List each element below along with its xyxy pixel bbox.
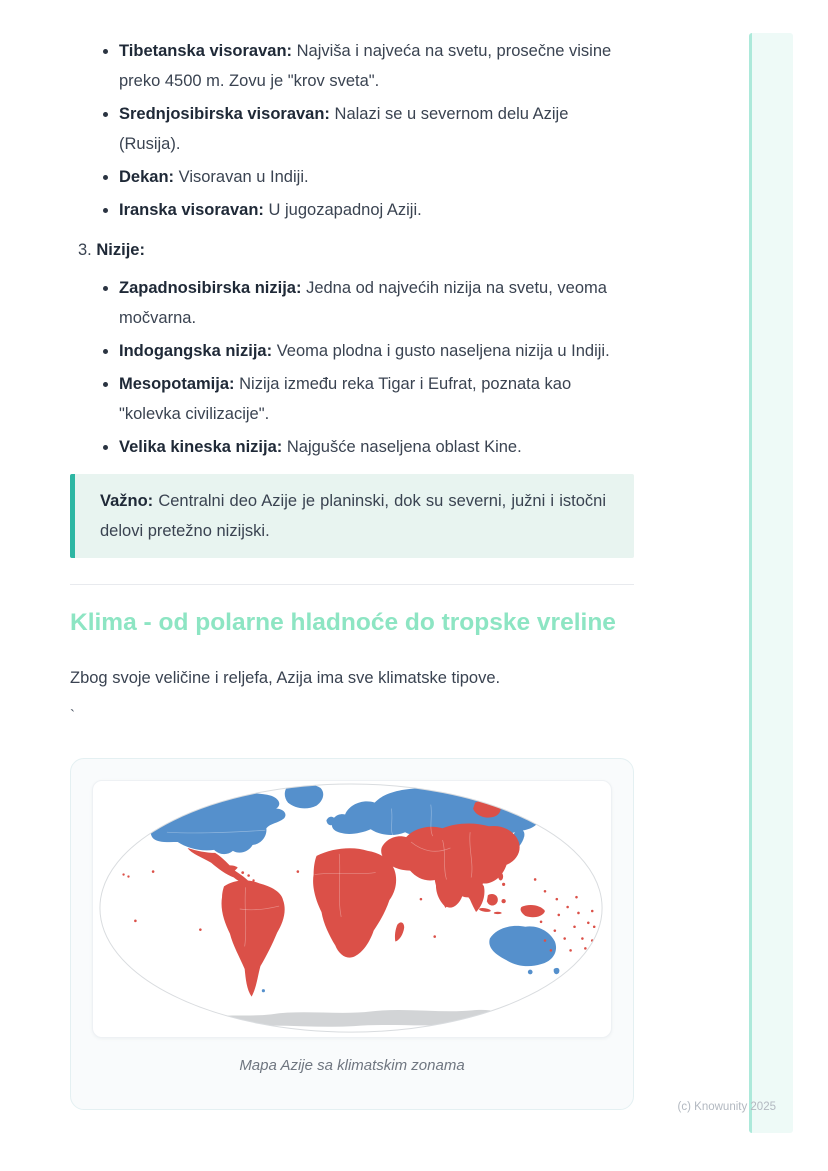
item-label: Nizije: <box>96 241 145 259</box>
section-heading: Klima - od polarne hladnoće do tropske vreline <box>70 609 616 636</box>
item-label: Dekan: <box>119 168 175 186</box>
item-text: Najviša i najveća na svetu, prosečne visine preko 4500 m. Zovu je "krov sveta". <box>119 42 612 90</box>
map-card <box>70 758 634 1110</box>
numbered-item-nizije <box>70 235 634 265</box>
list-item <box>119 195 634 225</box>
map-panel <box>92 780 612 1038</box>
item-text: Nalazi se u severnom delu Azije (Rusija). <box>119 105 569 153</box>
map-caption: Mapa Azije sa klimatskim zonama <box>239 1057 465 1074</box>
list-item <box>119 36 634 96</box>
page-footer: (c) Knowunity 2025 <box>677 1101 776 1113</box>
list-item <box>119 432 634 462</box>
stray-backtick: ` <box>70 707 75 724</box>
section-divider <box>70 584 634 585</box>
list-item <box>119 162 634 192</box>
callout-label: Važno: <box>100 492 154 510</box>
right-accent-strip <box>749 33 793 1133</box>
item-text: Veoma plodna i gusto naseljena nizija u Indiji. <box>276 342 610 360</box>
callout-body: Centralni deo Azije je planinski, dok su severni, južni i istočni delovi pretežno nizijski. <box>100 492 607 540</box>
lowland-list <box>70 273 634 462</box>
item-label: Iranska visoravan: <box>119 201 264 219</box>
list-item <box>119 273 634 333</box>
item-text: Najgušće naseljena oblast Kine. <box>286 438 522 456</box>
list-item <box>119 99 634 159</box>
list-item <box>119 336 634 366</box>
important-callout <box>70 474 634 558</box>
document-content <box>70 0 634 1110</box>
world-map-image <box>93 781 611 1037</box>
intro-paragraph: Zbog svoje veličine i reljefa, Azija ima sve klimatske tipove. <box>70 669 501 687</box>
list-item <box>119 369 634 429</box>
item-text: Nizija između reka Tigar i Eufrat, poznata kao "kolevka civilizacije". <box>119 375 572 423</box>
item-text: Jedna od najvećih nizija na svetu, veoma močvarna. <box>119 279 607 327</box>
list-number: 3. <box>78 241 92 259</box>
plateau-list <box>70 36 634 225</box>
callout-text <box>100 486 606 546</box>
item-label: Tibetanska visoravan: <box>119 42 293 60</box>
item-label: Zapadnosibirska nizija: <box>119 279 302 297</box>
item-label: Srednjosibirska visoravan: <box>119 105 330 123</box>
item-text: Visoravan u Indiji. <box>178 168 309 186</box>
item-text: U jugozapadnoj Aziji. <box>268 201 422 219</box>
item-label: Velika kineska nizija: <box>119 438 283 456</box>
item-label: Indogangska nizija: <box>119 342 273 360</box>
item-label: Mesopotamija: <box>119 375 235 393</box>
